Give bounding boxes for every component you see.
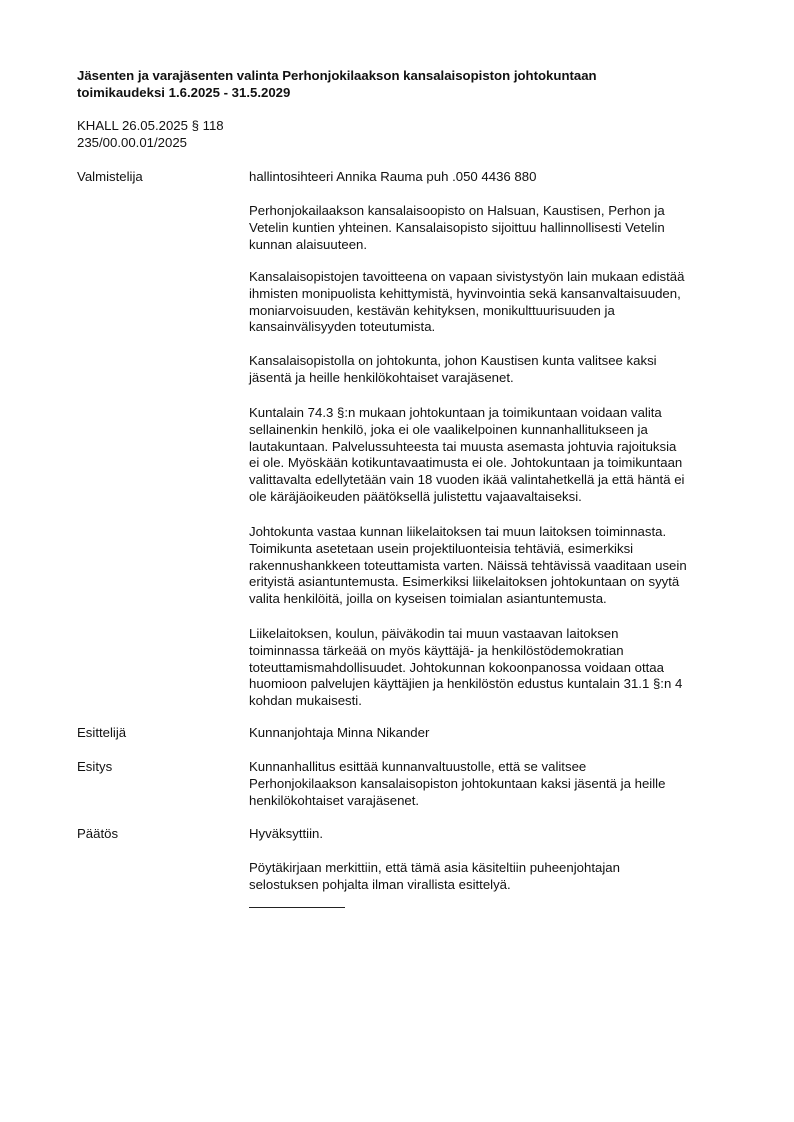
section-content [249, 725, 749, 742]
title-line-2: toimikaudeksi 1.6.2025 - 31.5.2029 [77, 84, 291, 100]
document-reference [77, 118, 377, 152]
section-label: Päätös [77, 826, 119, 841]
meeting-reference: KHALL 26.05.2025 § 118 [77, 118, 224, 133]
record-number: 235/00.00.01/2025 [77, 134, 188, 150]
end-rule [249, 907, 345, 908]
section-content [249, 169, 749, 186]
section-label: Valmistelija [77, 169, 143, 184]
paragraph-text: Pöytäkirjaan merkittiin, että tämä asia käsiteltiin puheenjohtajan selostuksen pohjalta ilman virallista esittelyä. [249, 860, 620, 892]
section-label: Esittelijä [77, 725, 127, 740]
paragraph-text: Liikelaitoksen, koulun, päiväkodin tai muun vastaavan laitoksen toiminnassa tärkeää on myös käyttäjä- ja henkilöstödemokratian toteuttamismahdollisuudet. Johtokunnan kokoonpanossa voidaan ottaa huomioon palvelujen käyttäjien ja henkilöstön edustus kuntalain 31.1 §:n 4 kohdan mukaisesti. [249, 626, 683, 709]
section-label: Esitys [77, 759, 113, 774]
document-title [77, 68, 717, 102]
proposal-text: Kunnanhallitus esittää kunnanvaltuustolle, että se valitsee Perhonjokilaakson kansalaisopiston johtokuntaan kaksi jäsentä ja heille henkilökohtaiset varajäsenet. [249, 759, 666, 808]
decision-text: Hyväksyttiin. [249, 826, 324, 841]
presenter-name: Kunnanjohtaja Minna Nikander [249, 725, 430, 740]
paragraph-text: Kansalaisopistolla on johtokunta, johon Kaustisen kunta valitsee kaksi jäsentä ja heille henkilökohtaiset varajäsenet. [249, 353, 657, 385]
paragraph-text: Kansalaisopistojen tavoitteena on vapaan sivistystyön lain mukaan edistää ihmisten monipuolista kehittymistä, hyvinvointia sekä kansanvaltaisuuden, moniarvoisuuden, kestävän kehityksen, monikulttuurisuuden ja kansainvälisyyden toteutumista. [249, 269, 685, 335]
paragraph-text: Perhonjokailaakson kansalaisoopisto on Halsuan, Kaustisen, Perhon ja Vetelin kuntien yhteinen. Kansalaisopisto sijoittuu hallinnollisesti Vetelin kunnan alaisuuteen. [249, 203, 665, 252]
preparer-line: hallintosihteeri Annika Rauma puh .050 4436 880 [249, 169, 537, 184]
paragraph-text: Johtokunta vastaa kunnan liikelaitoksen tai muun laitoksen toiminnasta. Toimikunta asetetaan usein projektiluonteisia tehtäviä, esimerkiksi rakennushankkeen toteuttamista varten. Näissä tehtävissä vaaditaan usein erityistä asiantuntemusta. Esimerkiksi liikelaitoksen johtokuntaan on syytä valita henkilöitä, joilla on kyseisen toimialan asiantuntemusta. [249, 524, 687, 607]
paragraph-text: Kuntalain 74.3 §:n mukaan johtokuntaan ja toimikuntaan voidaan valita sellainenkin henkilö, joka ei ole vaalikelpoinen kunnanhallitukseen ja lautakuntaan. Palvelussuhteesta tai muusta asemasta johtuvia rajoituksia ei ole. Myöskään kotikuntavaatimusta ei ole. Johtokuntaan ja toimikuntaan valittavalta edellytetään vain 18 vuoden ikää valintahetkellä ja että häntä ei ole käräjäoikeuden päätöksellä julistettu vajaavaltaiseksi. [249, 405, 685, 504]
title-line-1: Jäsenten ja varajäsenten valinta Perhonjokilaakson kansalaisopiston johtokuntaan [77, 68, 597, 83]
